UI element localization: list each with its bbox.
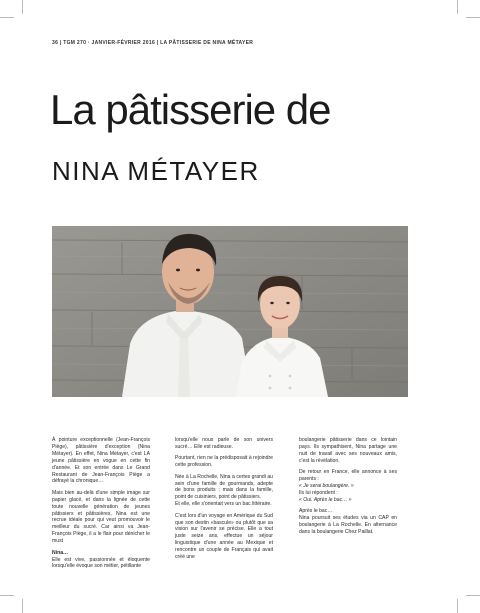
crop-mark <box>0 17 14 18</box>
paragraph: boulangerie pâtisserie dans ce lointain pays. Ils sympathisent, Nina partage une nuit de travail avec ses nouveaux amis, c'est la révélation. <box>299 437 397 464</box>
crop-mark <box>466 595 480 596</box>
crop-mark <box>457 599 458 613</box>
crop-mark <box>22 599 23 613</box>
paragraph: À pointure exceptionnelle (Jean-François Piège), pâtissière d'exception (Nina Métayer). En effet, Nina Métayer, c'est LA jeune pâtissière en vogue en cette fin d'année. Et son entrée dans Le Grand Restaurant de Jean-François Piège a défrayé la chronique… <box>52 437 150 485</box>
paragraph: Née à La Rochelle, Nina a certes grandi au sein d'une famille de gourmands, adepte de bons produits ; mais dans la famille, point de cuisiniers, point de pâtissiers. <box>175 473 273 501</box>
quote: « Je serai boulangère. » <box>299 482 354 489</box>
article-title: La pâtisserie de <box>50 86 331 133</box>
paragraph: De retour en France, elle annonce à ses parents : <box>299 469 397 483</box>
paragraph: Après le bac… <box>299 508 333 515</box>
quote: « Oui. Après le bac… » <box>299 496 352 503</box>
paragraph: lorsqu'elle nous parle de son univers sucré… Elle est radieuse. <box>175 437 273 450</box>
paragraph: Et elle, elle s'orientait vers un bac littéraire. <box>175 501 272 508</box>
crop-mark <box>22 0 23 14</box>
article-column-3 <box>299 437 397 540</box>
paragraph: C'est lors d'un voyage en Amérique du Sud que son destin «bascule» ou plutôt que sa vision sur l'avenir se précise. Elle a tout juste seize ans, effectue un séjour linguistique d'une année au Mexique et rencontre un couple de Français qui avait créé une <box>175 512 273 561</box>
paragraph: Nina poursuit ses études via un CAP en boulangerie à La Rochelle. En alternance dans la boulangerie Chez Paillat. <box>299 515 397 535</box>
paragraph: Elle est vive, passionnée et éloquente lorsqu'elle évoque son métier, pétillante <box>52 556 150 570</box>
crop-mark <box>466 17 480 18</box>
subheading: Nina… <box>52 549 69 556</box>
article-column-1 <box>52 437 150 575</box>
crop-mark <box>457 0 458 14</box>
running-header: 36 | TGM 270 · JANVIER-FÉVRIER 2016 | LA PÂTISSERIE DE NINA MÉTAYER <box>52 40 254 46</box>
paragraph: Mais bien au-delà d'une simple image sur papier glacé, et dans la lignée de cette toute nouvelle génération de jeunes pâtissiers et pâtissières, Nina est une recrue idéale pour qui veut promouvoir le meilleur du sucré. Car ainsi va Jean-François Piège, il a le flair pour dénicher le must <box>52 489 150 545</box>
paragraph: Pourtant, rien ne la prédisposait à rejoindre cette profession. <box>175 455 273 469</box>
paragraph: Ils lui répondent : <box>299 489 338 496</box>
article-subtitle: NINA MÉTAYER <box>52 156 260 186</box>
crop-mark <box>0 595 14 596</box>
chef-portrait-photo <box>52 226 408 397</box>
article-column-2 <box>175 437 273 566</box>
